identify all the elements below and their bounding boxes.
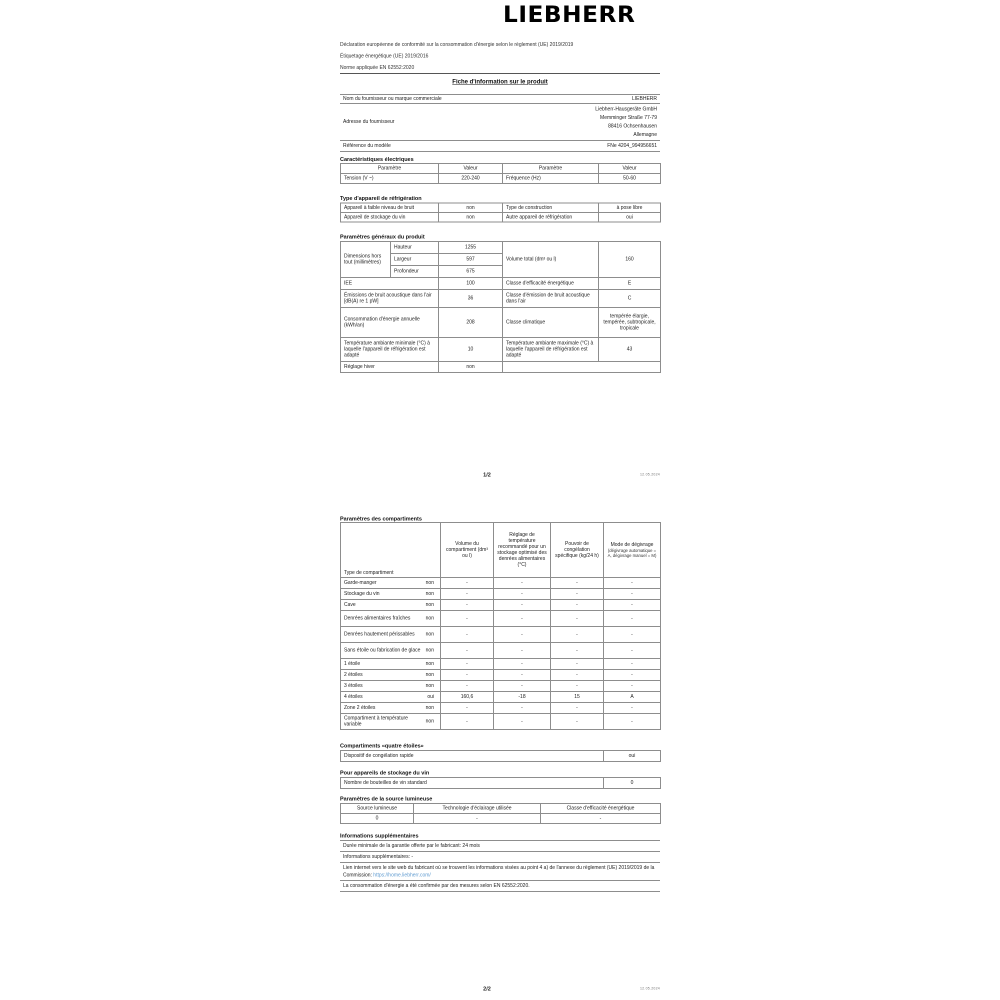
compartment-label: Denrées hautement périssables — [344, 631, 415, 637]
volume-total-value: 160 — [599, 242, 661, 278]
winter-setting-value: non — [439, 362, 503, 373]
page-number: 1/2 — [483, 472, 491, 478]
compartment-present: oui — [427, 694, 434, 700]
table-row — [341, 308, 661, 338]
compartment-label: 1 étoile — [344, 661, 361, 667]
table-row — [341, 659, 661, 670]
table-row — [340, 841, 660, 852]
compartment-temp: - — [494, 681, 551, 692]
section-title-wine: Pour appareils de stockage du vin — [340, 770, 430, 776]
compartment-label: Garde-manger — [344, 580, 377, 586]
compartment-present: non — [425, 661, 434, 667]
compartment-label: 3 étoiles — [344, 683, 363, 689]
section-title-compartments: Paramètres des compartiments — [340, 516, 422, 522]
compartment-type-cell — [341, 578, 441, 589]
fast-freeze-value: oui — [604, 751, 661, 762]
header-divider — [340, 73, 660, 74]
compartment-present: non — [425, 647, 434, 653]
compartment-type-cell — [341, 670, 441, 681]
dim-depth-label: Profondeur — [391, 266, 439, 278]
table-row — [341, 751, 661, 762]
compartment-volume: - — [441, 681, 494, 692]
param-value-cell: 100 — [439, 278, 503, 290]
compartment-freeze: - — [551, 703, 604, 714]
param-value-cell: 43 — [599, 338, 661, 362]
table-row — [341, 290, 661, 308]
param-value-cell: non — [439, 203, 503, 213]
compartment-freeze: - — [551, 611, 604, 627]
wine-table — [340, 777, 660, 789]
table-row — [341, 670, 661, 681]
col-header-volume: Volume du compartiment (dm³ ou l) — [441, 523, 494, 578]
address-line: 88416 Ochsenhausen — [608, 123, 657, 129]
table-row — [341, 681, 661, 692]
additional-table — [340, 840, 660, 892]
supplier-address-value — [490, 104, 660, 141]
table-row — [341, 242, 661, 254]
col-header-defrost — [604, 523, 661, 578]
compartment-present: non — [425, 615, 434, 621]
param-label-cell: Fréquence (Hz) — [503, 174, 599, 184]
section-title-general: Paramètres généraux du produit — [340, 234, 425, 240]
table-row — [341, 778, 661, 789]
table-row — [341, 611, 661, 627]
supplier-name-value: LIEBHERR — [490, 95, 660, 104]
compartment-temp: - — [494, 589, 551, 600]
defrost-header-sub: (dégivrage automatique = A, dégivrage manuel = M) — [607, 548, 657, 558]
address-line: Liebherr-Hausgeräte GmbH — [595, 106, 657, 112]
compartment-freeze: - — [551, 589, 604, 600]
compartment-freeze: - — [551, 627, 604, 643]
table-header-row — [341, 804, 661, 814]
compartment-type-cell — [341, 681, 441, 692]
compartment-defrost: - — [604, 589, 661, 600]
page-title: Fiche d'information sur le produit — [452, 78, 548, 85]
param-value-cell: 10 — [439, 338, 503, 362]
compartment-freeze: - — [551, 681, 604, 692]
compartment-volume: - — [441, 643, 494, 659]
compartment-present: non — [425, 580, 434, 586]
table-row — [340, 104, 660, 141]
table-row — [340, 881, 660, 892]
col-header: Technologie d'éclairage utilisée — [414, 804, 541, 814]
param-value-cell: non — [439, 213, 503, 223]
model-ref-label: Référence du modèle — [340, 141, 490, 152]
table-row — [341, 643, 661, 659]
compartment-present: non — [425, 602, 434, 608]
param-value-cell: 220-240 — [439, 174, 503, 184]
compartment-temp: - — [494, 643, 551, 659]
section-title-light: Paramètres de la source lumineuse — [340, 796, 433, 802]
param-value-cell: 50-60 — [599, 174, 661, 184]
compartment-type-cell — [341, 692, 441, 703]
compartment-volume: - — [441, 703, 494, 714]
col-header: Paramètre — [503, 164, 599, 174]
model-ref-value: FNe 4204_994956651 — [490, 141, 660, 152]
compartment-defrost: - — [604, 681, 661, 692]
compartment-freeze: - — [551, 714, 604, 730]
param-value-cell: 208 — [439, 308, 503, 338]
compartment-type-cell — [341, 714, 441, 730]
compartment-freeze: - — [551, 659, 604, 670]
regulation-lines — [340, 39, 660, 74]
page-number: 2/2 — [483, 986, 491, 992]
compartment-freeze: 15 — [551, 692, 604, 703]
col-header: Valeur — [439, 164, 503, 174]
compartment-temp: - — [494, 611, 551, 627]
compartment-type-cell — [341, 659, 441, 670]
compartment-volume: - — [441, 714, 494, 730]
volume-total-label: Volume total (dm³ ou l) — [503, 242, 599, 278]
compartment-volume: - — [441, 589, 494, 600]
compartment-type-cell — [341, 611, 441, 627]
col-header: Classe d'efficacité énergétique — [541, 804, 661, 814]
compartment-type-cell — [341, 643, 441, 659]
compartment-present: non — [425, 683, 434, 689]
four-star-table — [340, 750, 660, 762]
warranty-text: Durée minimale de la garantie offerte par le fabricant: 24 mois — [340, 841, 660, 852]
wine-bottles-value: 0 — [604, 778, 661, 789]
compartment-defrost: - — [604, 578, 661, 589]
compartment-type-cell — [341, 589, 441, 600]
compartment-temp: - — [494, 600, 551, 611]
col-header-type: Type de compartiment — [341, 523, 441, 578]
compartment-present: non — [425, 672, 434, 678]
compartment-volume: - — [441, 578, 494, 589]
page2-footer — [340, 986, 660, 992]
param-label-cell: Classe climatique — [503, 308, 599, 338]
col-header: Valeur — [599, 164, 661, 174]
table-row — [341, 578, 661, 589]
print-date: 12.05.2024 — [639, 987, 660, 991]
table-row — [340, 141, 660, 152]
compartment-freeze: - — [551, 670, 604, 681]
param-label-cell: Classe d'émission de bruit acoustique dans l'air — [503, 290, 599, 308]
table-row — [341, 714, 661, 730]
param-label-cell: Émissions de bruit acoustique dans l'air [dB(A) re 1 pW] — [341, 290, 439, 308]
wine-bottles-label: Nombre de bouteilles de vin standard — [341, 778, 604, 789]
param-label-cell: Température ambiante maximale (°C) à laquelle l'appareil de réfrigération est adapté — [503, 338, 599, 362]
print-date: 12.05.2024 — [639, 473, 660, 477]
fridge-type-table — [340, 203, 660, 223]
compartment-temp: - — [494, 714, 551, 730]
supplier-address-label: Adresse du fournisseur — [340, 104, 490, 141]
section-title-electrical: Caractéristiques électriques — [340, 156, 414, 163]
param-label-cell: Autre appareil de réfrigération — [503, 213, 599, 223]
dim-depth-value: 675 — [439, 266, 503, 278]
light-tech-value: - — [414, 814, 541, 824]
compartment-defrost: - — [604, 714, 661, 730]
compartment-defrost: A — [604, 692, 661, 703]
page1-footer — [340, 472, 660, 478]
additional-info-text: Informations supplémentaires: - — [340, 852, 660, 863]
table-row — [341, 600, 661, 611]
regulation-line-1: Déclaration européenne de conformité sur la consommation d'énergie selon le règlement (UE) 2019/2019 — [340, 42, 574, 48]
compartment-label: Cave — [344, 602, 356, 608]
compartment-temp: -18 — [494, 692, 551, 703]
fast-freeze-label: Dispositif de congélation rapide — [341, 751, 604, 762]
compartment-volume: - — [441, 670, 494, 681]
table-header-row — [341, 164, 661, 174]
energy-confirmation-text: La consommation d'énergie a été confirmée par des mesures selon EN 62552:2020. — [340, 881, 660, 892]
col-header-freeze: Pouvoir de congélation spécifique (kg/24 h) — [551, 523, 604, 578]
param-label-cell: Appareil de stockage du vin — [341, 213, 439, 223]
compartment-defrost: - — [604, 600, 661, 611]
compartment-type-cell — [341, 703, 441, 714]
dim-height-value: 1255 — [439, 242, 503, 254]
table-row — [341, 278, 661, 290]
param-value-cell: oui — [599, 213, 661, 223]
param-label-cell: Classe d'efficacité énergétique — [503, 278, 599, 290]
dim-width-value: 597 — [439, 254, 503, 266]
compartment-label: Sans étoile ou fabrication de glace — [344, 647, 421, 653]
compartment-label: Compartiment à température variable — [344, 715, 408, 727]
table-row — [341, 362, 661, 373]
regulation-line-3: Norme appliquée EN 62552:2020 — [340, 65, 415, 71]
dim-height-label: Hauteur — [391, 242, 439, 254]
table-row — [341, 627, 661, 643]
param-value-cell: tempérée élargie, tempérée, subtropicale, tropicale — [599, 308, 661, 338]
param-label-cell: Température ambiante minimale (°C) à laquelle l'appareil de réfrigération est adapté — [341, 338, 439, 362]
table-row — [341, 703, 661, 714]
compartment-temp: - — [494, 627, 551, 643]
general-table — [340, 241, 660, 373]
param-value-cell: C — [599, 290, 661, 308]
compartment-volume: 160,6 — [441, 692, 494, 703]
compartment-defrost: - — [604, 659, 661, 670]
compartment-present: non — [425, 718, 434, 724]
manufacturer-link[interactable]: https://home.liebherr.com/ — [373, 872, 431, 878]
param-value-cell: à pose libre — [599, 203, 661, 213]
table-row — [341, 213, 661, 223]
param-label-cell: Type de construction — [503, 203, 599, 213]
table-row — [341, 692, 661, 703]
address-line: Memminger Straße 77-79 — [600, 115, 657, 121]
table-header-row — [341, 523, 661, 578]
compartment-volume: - — [441, 600, 494, 611]
param-label-cell: Tension (V ~) — [341, 174, 439, 184]
winter-setting-label: Réglage hiver — [341, 362, 439, 373]
compartment-label: 2 étoiles — [344, 672, 363, 678]
table-row — [340, 852, 660, 863]
compartment-type-cell — [341, 600, 441, 611]
compartment-present: non — [425, 591, 434, 597]
defrost-header-main: Mode de dégivrage — [610, 542, 654, 548]
col-header-temp: Réglage de température recommandé pour un stockage optimisé des denrées alimentaires (°C) — [494, 523, 551, 578]
compartment-freeze: - — [551, 643, 604, 659]
compartments-table — [340, 522, 660, 730]
electrical-table — [340, 163, 660, 184]
compartment-type-cell — [341, 627, 441, 643]
light-table — [340, 803, 660, 824]
table-row — [341, 589, 661, 600]
compartment-label: Denrées alimentaires fraîches — [344, 615, 411, 621]
col-header: Paramètre — [341, 164, 439, 174]
compartment-present: non — [425, 705, 434, 711]
section-title-additional: Informations supplémentaires — [340, 833, 419, 839]
compartment-freeze: - — [551, 600, 604, 611]
compartment-defrost: - — [604, 643, 661, 659]
table-row — [341, 814, 661, 824]
compartment-label: 4 étoiles — [344, 694, 363, 700]
param-label-cell: IEE — [341, 278, 439, 290]
compartment-label: Zone 2 étoiles — [344, 705, 376, 711]
liebherr-logo: LIEBHERR — [503, 1, 636, 28]
light-class-value: - — [541, 814, 661, 824]
compartment-temp: - — [494, 670, 551, 681]
regulation-line-2: Étiquetage énergétique (UE) 2019/2016 — [340, 53, 429, 59]
compartment-defrost: - — [604, 627, 661, 643]
compartment-label: Stockage du vin — [344, 591, 380, 597]
compartment-temp: - — [494, 703, 551, 714]
manufacturer-link-text — [340, 863, 660, 881]
supplier-name-label: Nom du fournisseur ou marque commerciale — [340, 95, 490, 104]
param-value-cell: 36 — [439, 290, 503, 308]
compartment-volume: - — [441, 659, 494, 670]
compartment-temp: - — [494, 578, 551, 589]
section-title-fridge-type: Type d'appareil de réfrigération — [340, 195, 422, 202]
empty-cell — [503, 362, 661, 373]
table-row — [341, 174, 661, 184]
compartment-defrost: - — [604, 670, 661, 681]
compartment-volume: - — [441, 611, 494, 627]
table-row — [340, 863, 660, 881]
compartment-volume: - — [441, 627, 494, 643]
compartment-present: non — [425, 631, 434, 637]
table-row — [341, 203, 661, 213]
light-source-value: 0 — [341, 814, 414, 824]
compartment-temp: - — [494, 659, 551, 670]
link-prefix: Lien internet vers le site web du fabricant où se trouvent les informations visées au point 4 a) de l'annexe du règlement (UE) 2019/2019 de la Commission: — [343, 865, 655, 878]
compartment-freeze: - — [551, 578, 604, 589]
section-title-four-star: Compartiments «quatre étoiles» — [340, 743, 424, 749]
supplier-table — [340, 94, 660, 152]
compartment-defrost: - — [604, 611, 661, 627]
dim-width-label: Largeur — [391, 254, 439, 266]
table-row — [340, 95, 660, 104]
param-label-cell: Consommation d'énergie annuelle (kWh/an) — [341, 308, 439, 338]
compartment-defrost: - — [604, 703, 661, 714]
param-label-cell: Appareil à faible niveau de bruit — [341, 203, 439, 213]
address-line: Allemagne — [633, 132, 657, 138]
table-row — [341, 338, 661, 362]
col-header: Source lumineuse — [341, 804, 414, 814]
param-value-cell: E — [599, 278, 661, 290]
dimensions-label: Dimensions hors tout (millimètres) — [341, 242, 391, 278]
